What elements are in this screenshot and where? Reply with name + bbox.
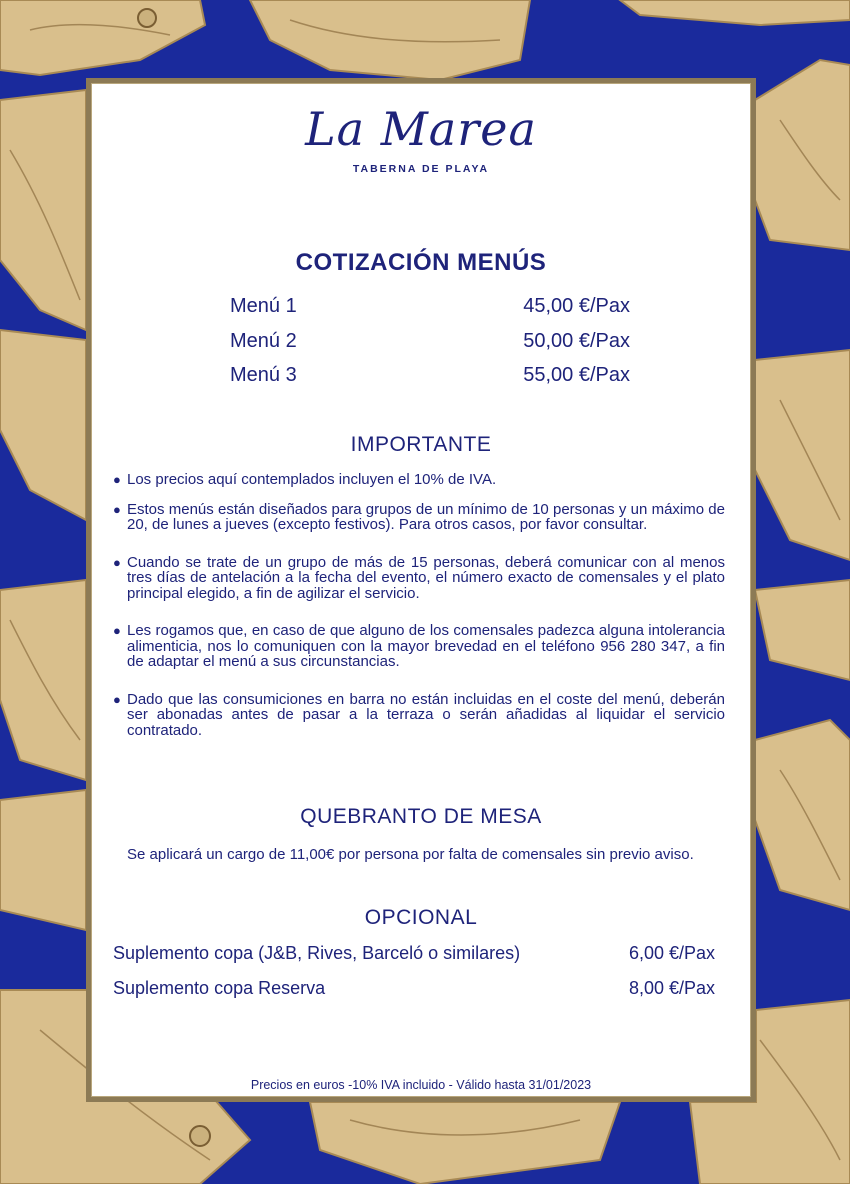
optional-name: Suplemento copa Reserva — [113, 978, 326, 998]
fish-shape — [755, 720, 850, 910]
important-list — [113, 472, 725, 738]
optional-row — [113, 978, 715, 1013]
fish-shape — [310, 1102, 620, 1184]
fish-shape — [0, 330, 86, 520]
menu-row — [230, 330, 630, 365]
quebranto-text: Se aplicará un cargo de 11,00€ por persona por falta de comensales sin previo aviso. — [127, 846, 694, 863]
menu-card — [86, 78, 756, 1102]
fish-eye-shape — [138, 9, 156, 27]
list-item — [113, 502, 725, 533]
menu-price-list — [230, 295, 630, 399]
quebranto-title: QUEBRANTO DE MESA — [300, 805, 542, 828]
fish-shape — [0, 90, 86, 330]
menu-row — [230, 364, 630, 399]
menu-price: 45,00 €/Pax — [523, 295, 630, 317]
optional-price: 6,00 €/Pax — [628, 943, 715, 963]
footer-note: Precios en euros -10% IVA incluido - Válido hasta 31/01/2023 — [250, 1078, 592, 1092]
optional-name: Suplemento copa (J&B, Rives, Barceló o similares) — [113, 943, 521, 963]
fish-shape — [0, 790, 86, 930]
fish-shape — [0, 0, 205, 75]
list-item — [113, 692, 725, 739]
quote-title: COTIZACIÓN MENÚS — [295, 249, 547, 276]
optional-price: 8,00 €/Pax — [628, 978, 715, 998]
bullet-icon: ● — [113, 501, 121, 517]
fish-shape — [755, 60, 850, 250]
list-item-text: Estos menús están diseñados para grupos de un mínimo de 10 personas y un máximo de 20, de lunes a jueves (excepto festivos). Para otros casos, por favor consultar. — [127, 500, 725, 533]
bullet-icon: ● — [113, 472, 121, 487]
list-item — [113, 555, 725, 602]
bullet-icon: ● — [113, 554, 121, 570]
menu-name: Menú 2 — [230, 329, 297, 352]
menu-price: 50,00 €/Pax — [523, 329, 630, 352]
menu-name: Menú 1 — [230, 295, 297, 317]
fish-shape — [755, 350, 850, 560]
fish-shape — [620, 0, 850, 25]
menu-row — [230, 295, 630, 330]
logo-subtitle: TABERNA DE PLAYA — [352, 163, 490, 175]
important-title: IMPORTANTE — [350, 433, 492, 456]
menu-price: 55,00 €/Pax — [523, 364, 630, 386]
logo-name: La Marea — [305, 102, 537, 156]
logo — [91, 101, 751, 175]
list-item — [113, 623, 725, 670]
list-item-text: Les rogamos que, en caso de que alguno de los comensales padezca alguna intolerancia alimenticia, nos lo comuniquen con la mayor brevedad en el teléfono 956 280 347, a fin de adaptar el menú a sus circunstancias. — [127, 622, 725, 670]
optional-title: OPCIONAL — [364, 906, 478, 929]
optional-row — [113, 943, 715, 978]
list-item-text: Cuando se trate de un grupo de más de 15 personas, deberá comunicar con al menos tres días de antelación a la fecha del evento, el número exacto de comensales y el plato principal elegido, a fin de agilizar el servicio. — [127, 553, 725, 602]
menu-name: Menú 3 — [230, 364, 297, 386]
bullet-icon: ● — [113, 623, 121, 638]
fish-shape — [0, 580, 86, 780]
bullet-icon: ● — [113, 691, 121, 707]
list-item-text: Los precios aquí contemplados incluyen el 10% de IVA. — [127, 471, 497, 488]
list-item — [113, 472, 725, 488]
fish-shape — [755, 580, 850, 680]
fish-eye-shape — [190, 1126, 210, 1146]
optional-list — [113, 943, 715, 1013]
list-item-text: Dado que las consumiciones en barra no están incluidas en el coste del menú, deberán ser abonadas antes de pasar a la terraza o serán añadidas al liquidar el servicio contratado. — [127, 690, 725, 739]
